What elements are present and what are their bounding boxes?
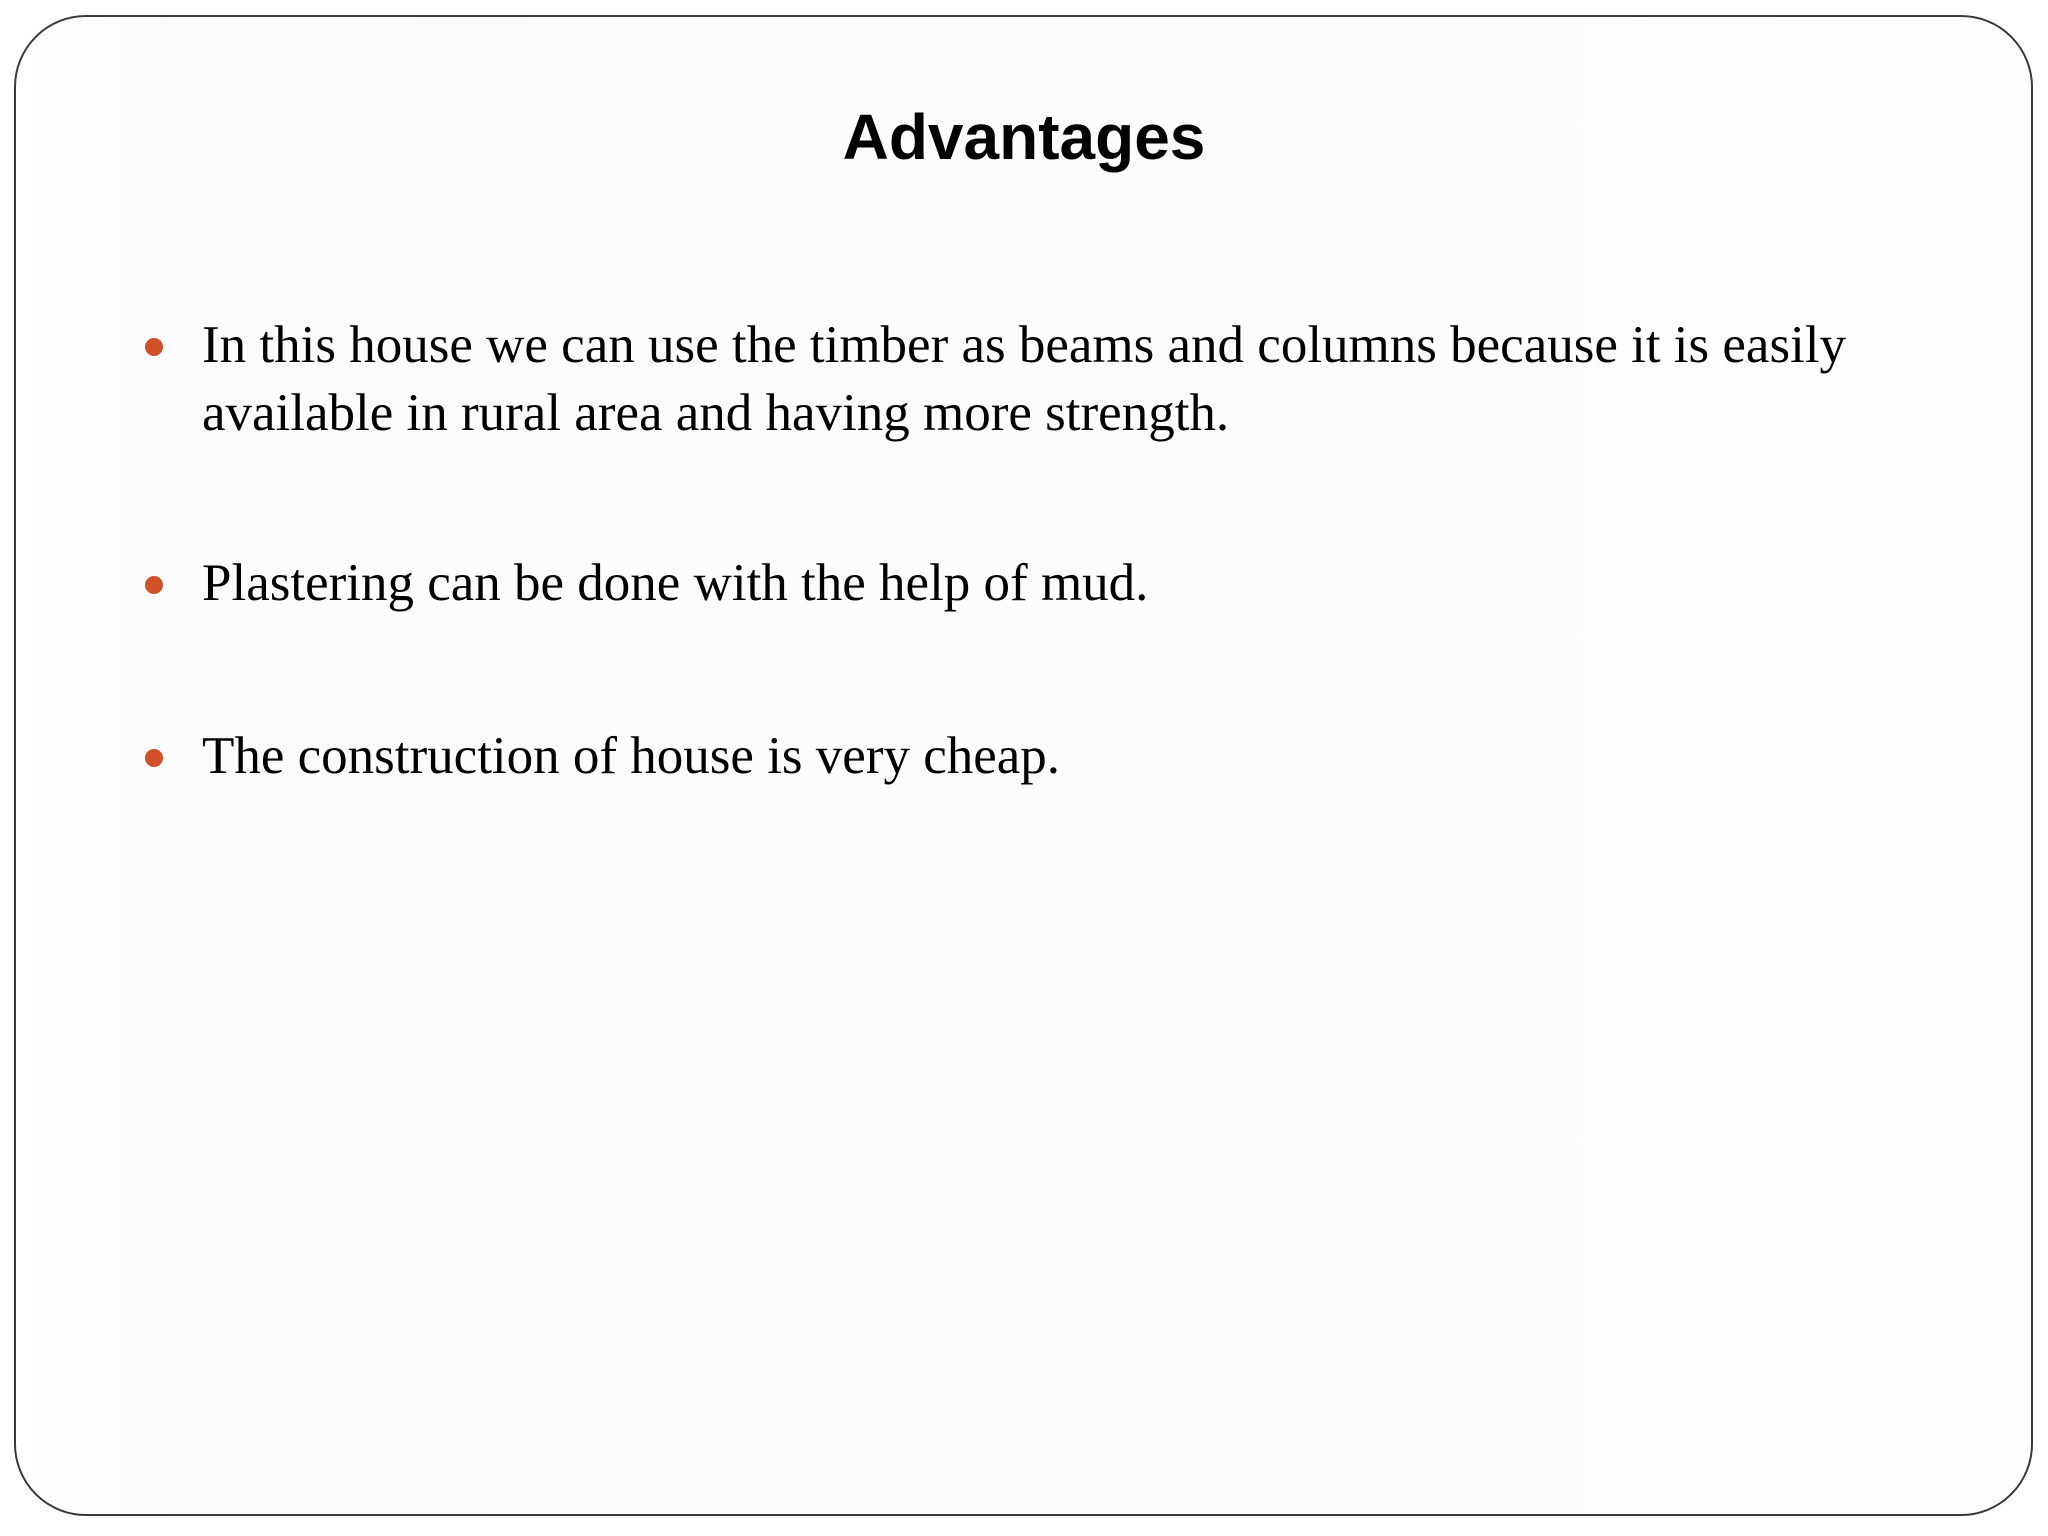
bullet-dot-icon [145,576,163,594]
slide-title: Advantages [842,101,1206,173]
bullet-item [202,549,1862,617]
bullet-item [202,311,1862,447]
bullet-text: The construction of house is very cheap. [202,727,1061,785]
bullet-text: In this house we can use the timber as beams and columns because it is easily available in rural area and having more strength. [202,316,1847,442]
bullet-text: Plastering can be done with the help of mud. [202,554,1149,612]
bullet-dot-icon [145,338,163,356]
bullet-dot-icon [145,749,163,767]
bullet-item [202,722,1862,790]
